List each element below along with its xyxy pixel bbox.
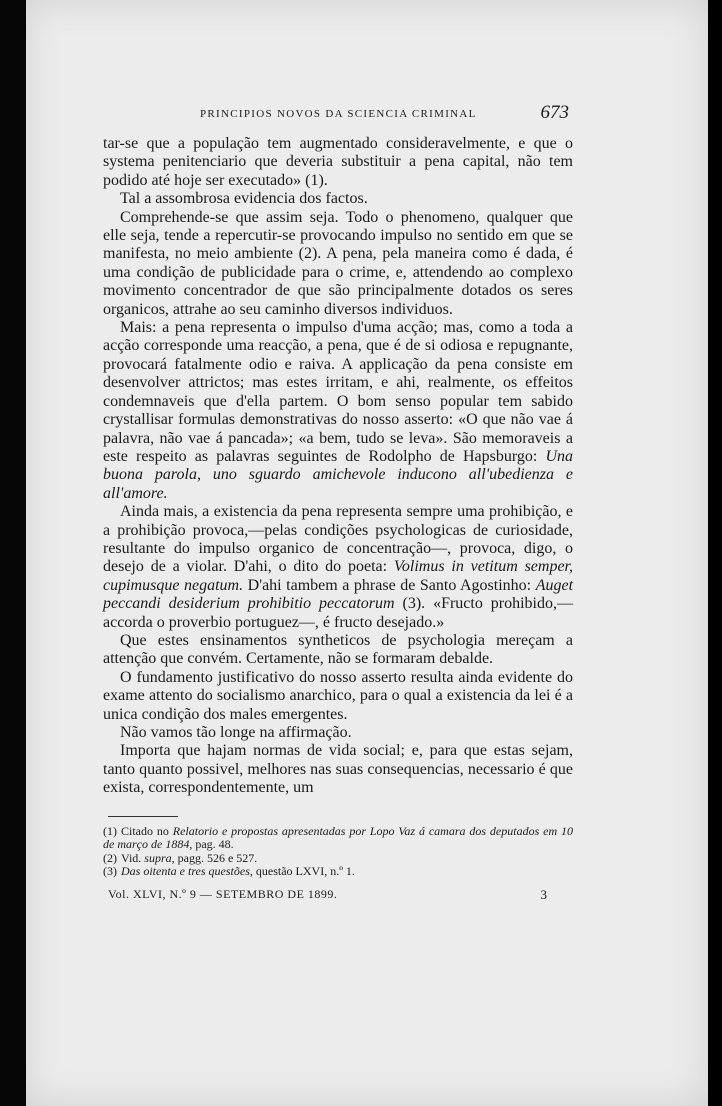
footnote-marker: (2) <box>103 850 117 865</box>
text-segment: , questão LXVI, n.º 1. <box>249 864 355 879</box>
footnote-divider <box>108 816 178 817</box>
paragraph <box>103 669 573 724</box>
paragraph <box>103 209 573 319</box>
italic-text: Una buona parola, uno sguardo amichevole inducono all'ubedienza e all'amore. <box>103 447 573 502</box>
footnote <box>103 865 573 879</box>
footnotes <box>103 825 573 879</box>
text-segment: Mais: a pena representa o impulso d'uma acção; mas, como a toda a acção corresponde uma reacção, a pena, que é de si odiosa e repugnante, provocará fatalmente odio e raiva. A applicação da pena consiste em desenvolver attrictos; mas estes irritam, e ahi, realmente, os effeitos condemnaveis que d'ella partem. O bom senso popular tem sabido crystallisar formulas demonstrativas do nosso asserto: «O que não vae á palavra, não vae á pancada»; «a bem, tudo se leva». São memoraveis a este respeito as palavras seguintes de Rodolpho de Hapsburgo: <box>103 319 573 465</box>
document-content <box>103 104 573 902</box>
text-segment: Que estes ensinamentos syntheticos de psychologia mereçam a attenção que convém. Certamente, não se formaram debalde. <box>103 631 573 668</box>
body-text <box>103 135 573 798</box>
text-segment: Não vamos tão longe na affirmação. <box>120 724 352 741</box>
paragraph <box>103 135 573 190</box>
running-header <box>103 104 573 132</box>
footnote <box>103 852 573 866</box>
italic-text: Das oitenta e tres questões <box>121 864 250 879</box>
paragraph <box>103 632 573 669</box>
italic-text: supra <box>144 850 172 865</box>
volume-line: Vol. XLVI, N.º 9 — SETEMBRO DE 1899. <box>108 886 338 901</box>
page-footer <box>103 887 573 902</box>
text-segment: Vid. <box>121 850 145 865</box>
paragraph <box>103 742 573 797</box>
text-segment: O fundamento justificativo do nosso asserto resulta ainda evidente do exame attento do socialismo anarchico, para o qual a existencia da lei é a unica condição dos males emergentes. <box>103 668 573 723</box>
signature-mark: 3 <box>540 886 547 902</box>
italic-text: Volimus in vetitum semper, cupimusque negatum. <box>103 558 574 594</box>
footnote <box>103 825 573 852</box>
text-segment: , pagg. 526 e 527. <box>171 850 258 865</box>
page-number: 673 <box>540 102 569 123</box>
text-segment: tar-se que a população tem augmentado consideravelmente, e que o systema penitenciario que deveria substituir a pena capital, não tem podido até hoje ser executado» (1). <box>103 135 573 189</box>
footnote-marker: (1) <box>103 823 117 838</box>
paragraph <box>103 503 573 632</box>
footnote-marker: (3) <box>103 864 117 879</box>
italic-text: Auget peccandi desiderium prohibitio peccatorum <box>103 576 574 613</box>
text-segment: Tal a assombrosa evidencia dos factos. <box>120 190 368 208</box>
running-title: PRINCIPIOS NOVOS DA SCIENCIA CRIMINAL <box>200 108 477 120</box>
text-segment: Citado no <box>121 823 173 838</box>
text-segment: Importa que hajam normas de vida social; e, para que estas sejam, tanto quanto possivel, melhores nas suas consequencias, necessario é que exista, correspondentemente, um <box>103 742 573 797</box>
paragraph <box>103 319 573 503</box>
text-segment: Ainda mais, a existencia da pena representa sempre uma prohibição, e a prohibição provoca,—pelas condições psychologicas de curiosidade, resultante do impulso organico de concentração—, provoca, digo, o desejo de a violar. D'ahi, o dito do poeta: <box>103 503 573 576</box>
paragraph <box>103 190 573 208</box>
text-segment: D'ahi tambem a phrase de Santo Agostinho: <box>243 576 536 594</box>
paragraph <box>103 724 573 742</box>
italic-text: Relatorio e propostas apresentadas por Lopo Vaz á camara dos deputados em 10 de março de 1884 <box>103 823 573 852</box>
scan-left-edge <box>0 0 26 1106</box>
text-segment: Comprehende-se que assim seja. Todo o phenomeno, qualquer que elle seja, tende a repercutir-se provocando impulso no sentido em que se manifesta, no meio ambiente (2). A pena, pela maneira como é dada, é uma condição de publicidade para o crime, e, attendendo ao complexo movimento concentrador de que são principalmente dotados os seres organicos, attrahe ao seu caminho diversos individuos. <box>103 208 573 318</box>
text-segment: (3). «Fructo prohibido,— accorda o proverbio portuguez—, é fructo desejado.» <box>103 595 574 631</box>
text-segment: , pag. 48. <box>189 837 234 852</box>
